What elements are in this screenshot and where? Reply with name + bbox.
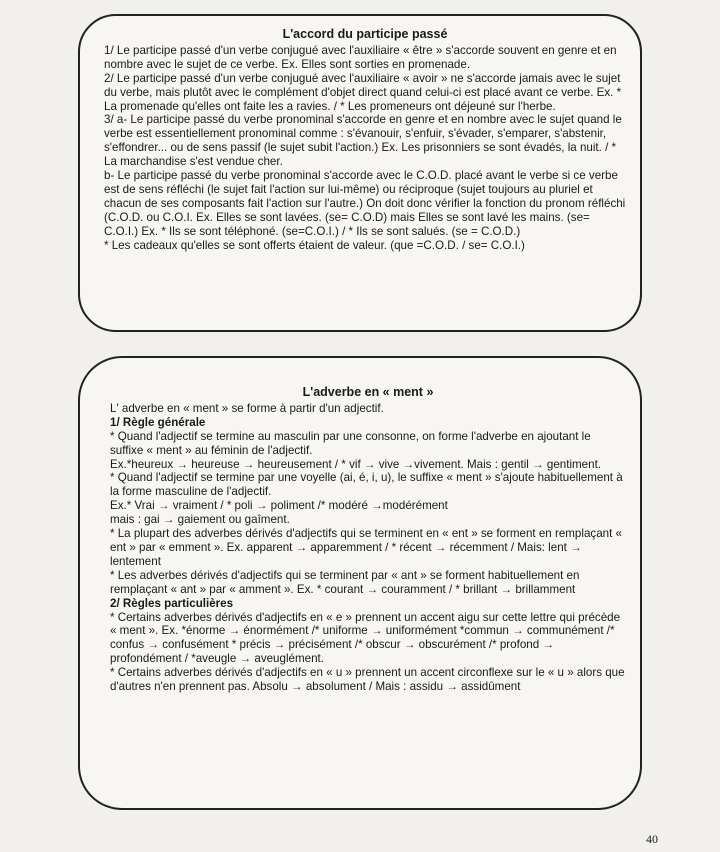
rule-etre: 1/ Le participe passé d'un verbe conjugué avec l'auxiliaire « être » s'accorde souvent en genre et en nombre avec le sujet de ce verbe. Ex. Elles sont sorties en promenade. xyxy=(104,43,617,71)
rule-avoir: 2/ Le participe passé d'un verbe conjugué avec l'auxiliaire « avoir » ne s'accorde jamais avec le sujet du verbe, mais plutôt avec le complément d'objet direct quand celui-ci est placé avant ce verbe. Ex. * La promenade qu'elles ont faite les a ravies. / * Les promeneurs ont déjeuné sur l'herbe. xyxy=(104,71,622,113)
rule-ent: * La plupart des adverbes dérivés d'adjectifs qui se terminent en « ent » se forment en remplaçant « ent » par « emment ». Ex. apparent → apparemment / * récent → récemment / Mais: lent → lentement xyxy=(110,527,622,568)
rule-ant: * Les adverbes dérivés d'adjectifs qui se terminent par « ant » se forment habituellement en remplaçant « ant » par « amment ». Ex. * courant → couramment / * brillant → brillamment xyxy=(110,568,580,596)
adverbe-title: L'adverbe en « ment » xyxy=(302,385,434,399)
rule-pronominal-b: b- Le participe passé du verbe pronominal s'accorde avec le C.O.D. placé avant le verbe si ce verbe est de sens réfléchi (le sujet fait l'action sur lui-même) ou réciproque (sujet toujours au pluriel et chacun de ses composants fait l'action sur l'autre.) On doit donc vérifier la fonction du pronom réfléchi (C.O.D. ou C.O.I. Ex. Elles se sont lavées. (se= C.O.D) mais Elles se sont lavé les mains. (se= C.O.I.) Ex. * Ils se sont téléphoné. (se=C.O.I.) / * Ils se sont salués. (se = C.O.D.) xyxy=(104,169,626,238)
rule-consonne: * Quand l'adjectif se termine au masculin par une consonne, on forme l'adverbe en ajoutant le suffixe « ment » au féminin de l'adjectif. xyxy=(110,429,591,457)
example-voyelle: Ex.* Vrai → vraiment / * poli → poliment /* modéré →modérément xyxy=(110,499,448,513)
adverbe-box xyxy=(78,356,642,810)
rule-pronominal-a: 3/ a- Le participe passé du verbe pronominal s'accorde en genre et en nombre avec le sujet quand le verbe est essentiellement pronominal comme : s'évanouir, s'enfuir, s'évader, s'emparer, s'abstenir, s'effondrer... ou de sens passif (le sujet subit l'action.) Ex. Les prisonniers se sont évadés, la nuit. / * La marchandise s'est vendue cher. xyxy=(104,113,622,169)
adverbe-content xyxy=(110,386,626,694)
page-number: 40 xyxy=(646,832,658,846)
example-gai: mais : gai → gaiement ou gaîment. xyxy=(110,513,290,527)
rule-accent-circonflexe: * Certains adverbes dérivés d'adjectifs en « u » prennent un accent circonflexe sur le « u » alors que d'autres n'en prennent pas. Absolu → absolument / Mais : assidu → assidûment xyxy=(110,666,625,694)
regle-generale-heading: 1/ Règle générale xyxy=(110,415,206,429)
participe-passe-title: L'accord du participe passé xyxy=(282,27,448,41)
participe-passe-box xyxy=(78,14,642,332)
rule-example-cadeaux: * Les cadeaux qu'elles se sont offerts étaient de valeur. (que =C.O.D. / se= C.O.I.) xyxy=(104,238,525,252)
regles-particulieres-heading: 2/ Règles particulières xyxy=(110,596,234,610)
adverbe-intro: L' adverbe en « ment » se forme à partir d'un adjectif. xyxy=(110,401,384,415)
participe-passe-content xyxy=(104,28,626,253)
example-consonne: Ex.*heureux → heureuse → heureusement / * vif → vive →vivement. Mais : gentil → gentiment. xyxy=(110,457,602,471)
rule-voyelle: * Quand l'adjectif se termine par une voyelle (ai, é, i, u), le suffixe « ment » s'ajoute habituellement à la forme masculine de l'adjectif. xyxy=(110,471,623,499)
rule-accent-aigu: * Certains adverbes dérivés d'adjectifs en « e » prennent un accent aigu sur cette lettre qui précède « ment ». Ex. *énorme → énormément /* uniforme → uniformément *commun → communément /* confus → confusément * précis → précisément /* obscur → obscurément /* profond → profondément / *aveugle → aveuglément. xyxy=(110,610,621,666)
